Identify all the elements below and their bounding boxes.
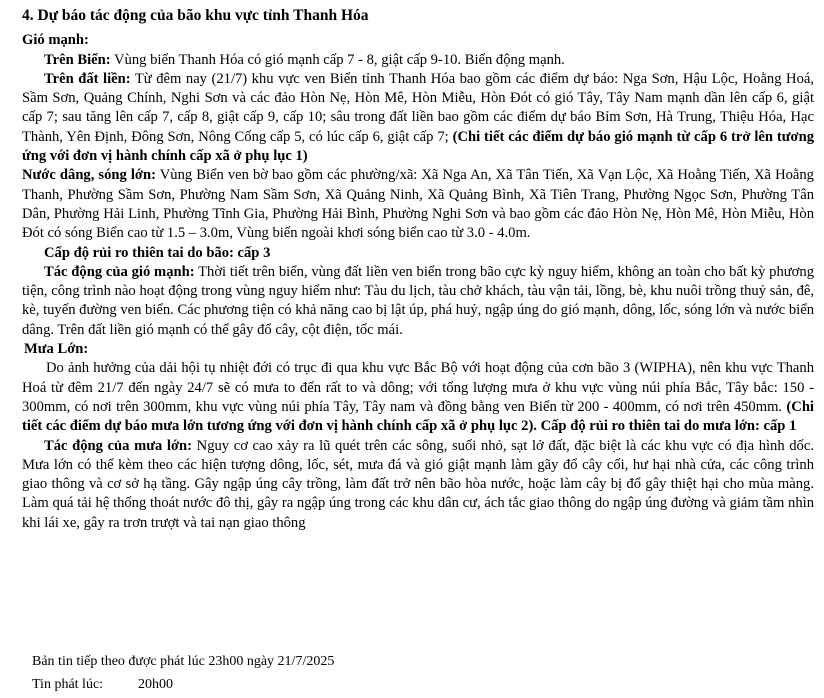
wind-impact-text: Thời tiết trên biển, vùng đất liền ven biển trong bão cực kỳ nguy hiểm, không an toàn cho bất kỳ phương tiện, công trình nào hoạt động trong vùng nguy hiểm như: Tàu du lịch, tàu chở khách, tàu vận tải, lồng, bè, khu nuôi trồng thuỷ sản, đê, kè, tuyến đường ven biển. Các phương tiện có khả năng cao bị lật úp, phá huỷ, ngập úng do gió mạnh, dông, lốc, sóng lớn và nước biển dâng. Trên đất liền gió mạnh có thể gây đổ cây, cột điện, tốc mái. bbox=[22, 263, 814, 338]
sea-text: Vùng biển Thanh Hóa có gió mạnh cấp 7 - 8, giật cấp 9-10. Biển động mạnh. bbox=[110, 51, 565, 68]
rain-impact-paragraph bbox=[22, 437, 814, 533]
land-note: (Chi tiết các điểm dự báo gió mạnh từ cấp 6 trở lên tương ứng với đơn vị hành chính cấp xã ở phụ lục 1) bbox=[22, 128, 814, 165]
surge-text: Vùng Biển ven bờ bao gồm các phường/xã: Xã Nga An, Xã Tân Tiến, Xã Vạn Lộc, Xã Hoằng Tiến, Xã Hoằng Thanh, Phường Sầm Sơn, Phường Nam Sầm Sơn, Xã Quảng Ninh, Xã Quảng Bình, Xã Tiên Trang, Phường Ngọc Sơn, Phường Tân Dân, Phường Hải Linh, Phường Tĩnh Gia, Phường Hải Bình, Phường Nghi Sơn và bao gồm các đảo Hòn Nẹ, Hòn Mê, Hòn Miễu, Hòn Đót có sóng Biển cao từ 1.5 – 3.0m, Vùng biển ngoài khơi sóng biển cao từ 3.0 - 4.0m. bbox=[22, 167, 814, 242]
sea-wind-paragraph bbox=[22, 51, 814, 70]
land-wind-paragraph bbox=[22, 70, 814, 166]
rain-impact-text: Nguy cơ cao xảy ra lũ quét trên các sông, suối nhỏ, sạt lở đất, đặc biệt là các khu vực có địa hình dốc. Mưa lớn có thể kèm theo các hiện tượng dông, lốc, sét, mưa đá và gió giật mạnh làm gãy đổ cây cối, hư hại nhà cửa, các công trình giao thông và cơ sở hạ tầng. Gây ngập úng cây trồng, làm đất trở nên bão hòa nước, hoặc làm cây bị đổ gây thiệt hại cho mùa màng. Làm quá tải hệ thống thoát nước đô thị, gây ra ngập úng trong các khu dân cư, ách tắc giao thông do ngập úng đường và giảm tầm nhìn khi lái xe, gây ra trơn trượt và tai nạn giao thông bbox=[22, 437, 814, 531]
issued-time: 20h00 bbox=[138, 677, 173, 692]
wind-impact-paragraph bbox=[22, 263, 814, 340]
surge-paragraph bbox=[22, 166, 814, 243]
next-bulletin-line: Bản tin tiếp theo được phát lúc 23h00 ngày 21/7/2025 bbox=[32, 654, 335, 669]
wind-risk-level: Cấp độ rủi ro thiên tai do bão: cấp 3 bbox=[44, 244, 271, 261]
rain-impact-label: Tác động của mưa lớn: bbox=[44, 437, 193, 454]
issued-time-line bbox=[32, 675, 173, 694]
land-label: Trên đất liền: bbox=[44, 70, 131, 87]
rain-note: (Chi tiết các điểm dự báo mưa lớn tương ứng với đơn vị hành chính cấp xã ở phụ lục 2). Cấp độ rủi ro thiên tai do mưa lớn: cấp 1 bbox=[22, 398, 814, 435]
sea-label: Trên Biển: bbox=[44, 51, 111, 68]
wind-impact-label: Tác động của gió mạnh: bbox=[44, 263, 195, 280]
rain-text: Do ảnh hưởng của dải hội tụ nhiệt đới có trục đi qua khu vực Bắc Bộ với hoạt động của cơn bão 3 (WIPHA), nên khu vực Thanh Hoá từ đêm 21/7 đến ngày 24/7 sẽ có mưa to đến rất to và dông; với tổng lượng mưa ở khu vực vùng núi phía Bắc, Tây bắc: 150 - 300mm, có nơi trên 300mm, khu vực vùng núi phía Tây, Tây nam và đồng bằng ven Biển từ 200 - 400mm, có nơi trên 450mm. bbox=[22, 360, 814, 415]
land-text: Từ đêm nay (21/7) khu vực ven Biển tỉnh Thanh Hóa bao gồm các điểm dự báo: Nga Sơn, Hậu Lộc, Hoằng Hoá, Sầm Sơn, Quảng Chính, Nghi Sơn và các đảo Hòn Nẹ, Hòn Mê, Hòn Miễu, Hòn Đót có gió Tây, Tây Nam mạnh dần lên cấp 6, giật cấp 7; sau tăng lên cấp 7, cấp 8, giật cấp 9, cấp 10; sâu trong đất liền bao gồm các điểm dự báo Bỉm Sơn, Hà Trung, Thiệu Hóa, Hạc Thành, Yên Định, Đông Sơn, Nông Cống cấp 5, có lúc cấp 6, giật cấp 7; bbox=[22, 70, 815, 145]
surge-label: Nước dâng, sóng lớn: bbox=[22, 167, 156, 184]
section-title: 4. Dự báo tác động của bão khu vực tỉnh Thanh Hóa bbox=[22, 7, 369, 24]
rain-forecast-paragraph bbox=[22, 359, 814, 436]
issued-label: Tin phát lúc: bbox=[32, 677, 104, 692]
bulletin-document bbox=[22, 6, 814, 533]
heavy-rain-heading: Mưa Lớn: bbox=[24, 341, 89, 358]
strong-wind-heading: Gió mạnh: bbox=[22, 32, 89, 49]
